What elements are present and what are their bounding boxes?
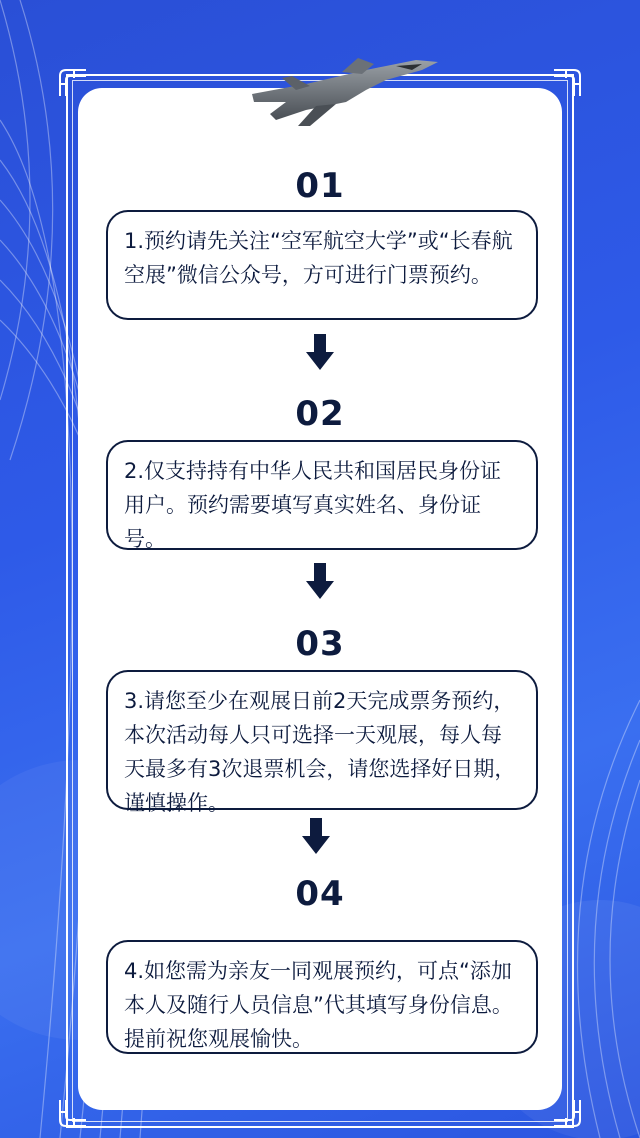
arrow-down-icon [302,818,330,854]
arrow-down-icon [306,334,334,370]
step-description: 3.请您至少在观展日前2天完成票务预约，本次活动每人只可选择一天观展，每人每天最多有3次退票机会，请您选择好日期，谨慎操作。 [106,670,538,810]
step-description: 2.仅支持持有中华人民共和国居民身份证用户。预约需要填写真实姓名、身份证号。 [106,440,538,550]
step-number: 04 [295,874,345,914]
step-description: 1.预约请先关注“空军航空大学”或“长春航空展”微信公众号，方可进行门票预约。 [106,210,538,320]
step-number: 03 [295,624,345,664]
step-description: 4.如您需为亲友一同观展预约，可点“添加本人及随行人员信息”代其填写身份信息。提前祝您观展愉快。 [106,940,538,1054]
step-number: 02 [295,394,345,434]
step-number: 01 [295,166,345,206]
arrow-down-icon [306,563,334,599]
fighter-jet-icon [246,50,442,130]
